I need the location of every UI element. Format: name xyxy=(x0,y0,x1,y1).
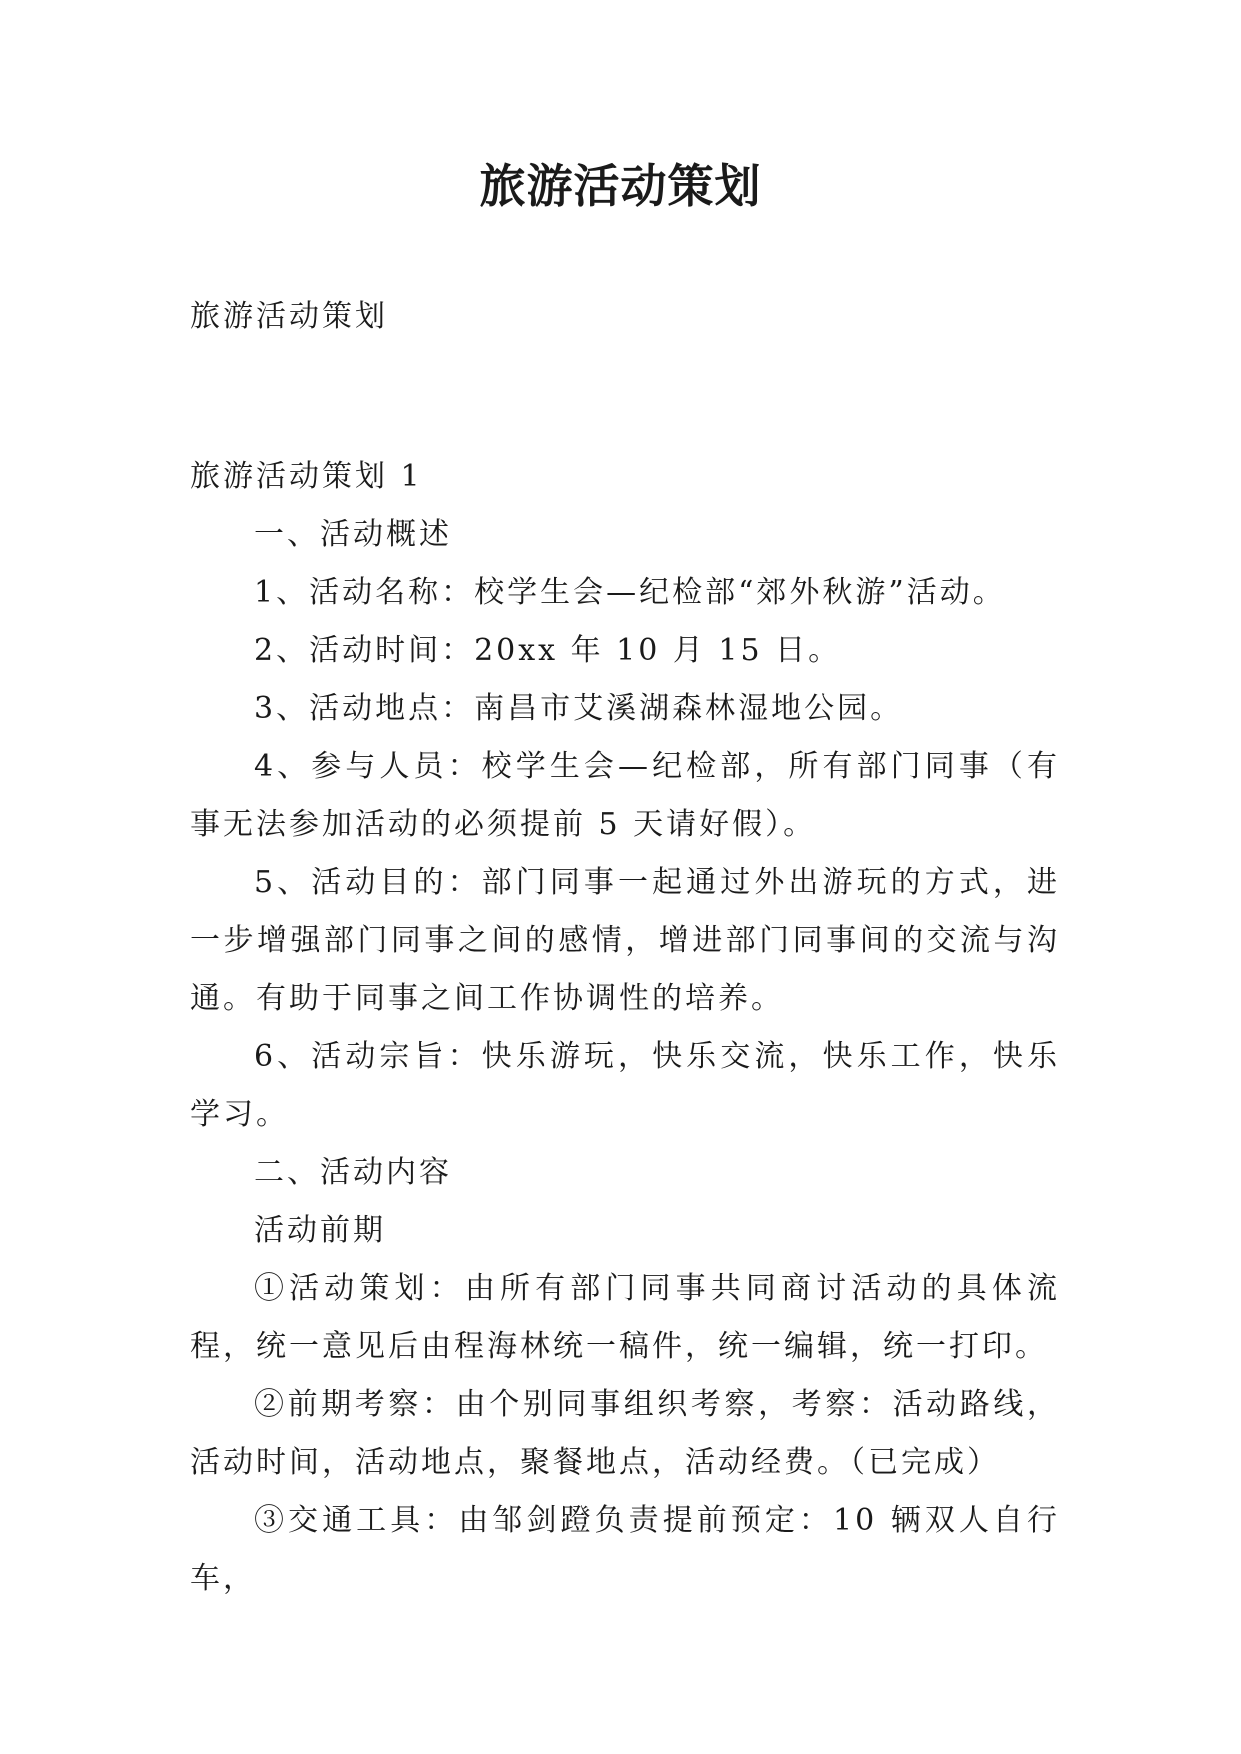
heading-preparation: 活动前期 xyxy=(254,1213,386,1248)
document-title: 旅游活动策划 xyxy=(479,159,762,213)
paragraph-transport: ③交通工具：由邹剑蹬负责提前预定：10 辆双人自行车， xyxy=(190,1503,1060,1596)
paragraph-inspection: ②前期考察：由个别同事组织考察，考察：活动路线，活动时间，活动地点，聚餐地点，活动经费。（已完成） xyxy=(190,1387,1060,1480)
paragraph-participants: 4、参与人员：校学生会—纪检部，所有部门同事（有事无法参加活动的必须提前 5 天请好假）。 xyxy=(190,749,1060,842)
heading-content: 二、活动内容 xyxy=(254,1155,452,1190)
paragraph-activity-name: 1、活动名称：校学生会—纪检部“郊外秋游”活动。 xyxy=(254,575,1006,610)
heading-overview: 一、活动概述 xyxy=(254,517,452,552)
paragraph-activity-location: 3、活动地点：南昌市艾溪湖森林湿地公园。 xyxy=(254,691,904,726)
paragraph-purpose: 5、活动目的：部门同事一起通过外出游玩的方式，进一步增强部门同事之间的感情，增进部门同事间的交流与沟通。有助于同事之间工作协调性的培养。 xyxy=(190,865,1060,1016)
spacer xyxy=(190,346,1060,448)
section-heading: 旅游活动策划 1 xyxy=(190,459,423,494)
paragraph-activity-time: 2、活动时间：20xx 年 10 月 15 日。 xyxy=(254,633,842,668)
document-subtitle: 旅游活动策划 xyxy=(190,299,388,334)
paragraph-tenet: 6、活动宗旨：快乐游玩，快乐交流，快乐工作，快乐学习。 xyxy=(190,1039,1060,1132)
paragraph-planning: ①活动策划：由所有部门同事共同商讨活动的具体流程，统一意见后由程海林统一稿件，统一编辑，统一打印。 xyxy=(190,1271,1060,1364)
document-body xyxy=(190,288,1060,1608)
